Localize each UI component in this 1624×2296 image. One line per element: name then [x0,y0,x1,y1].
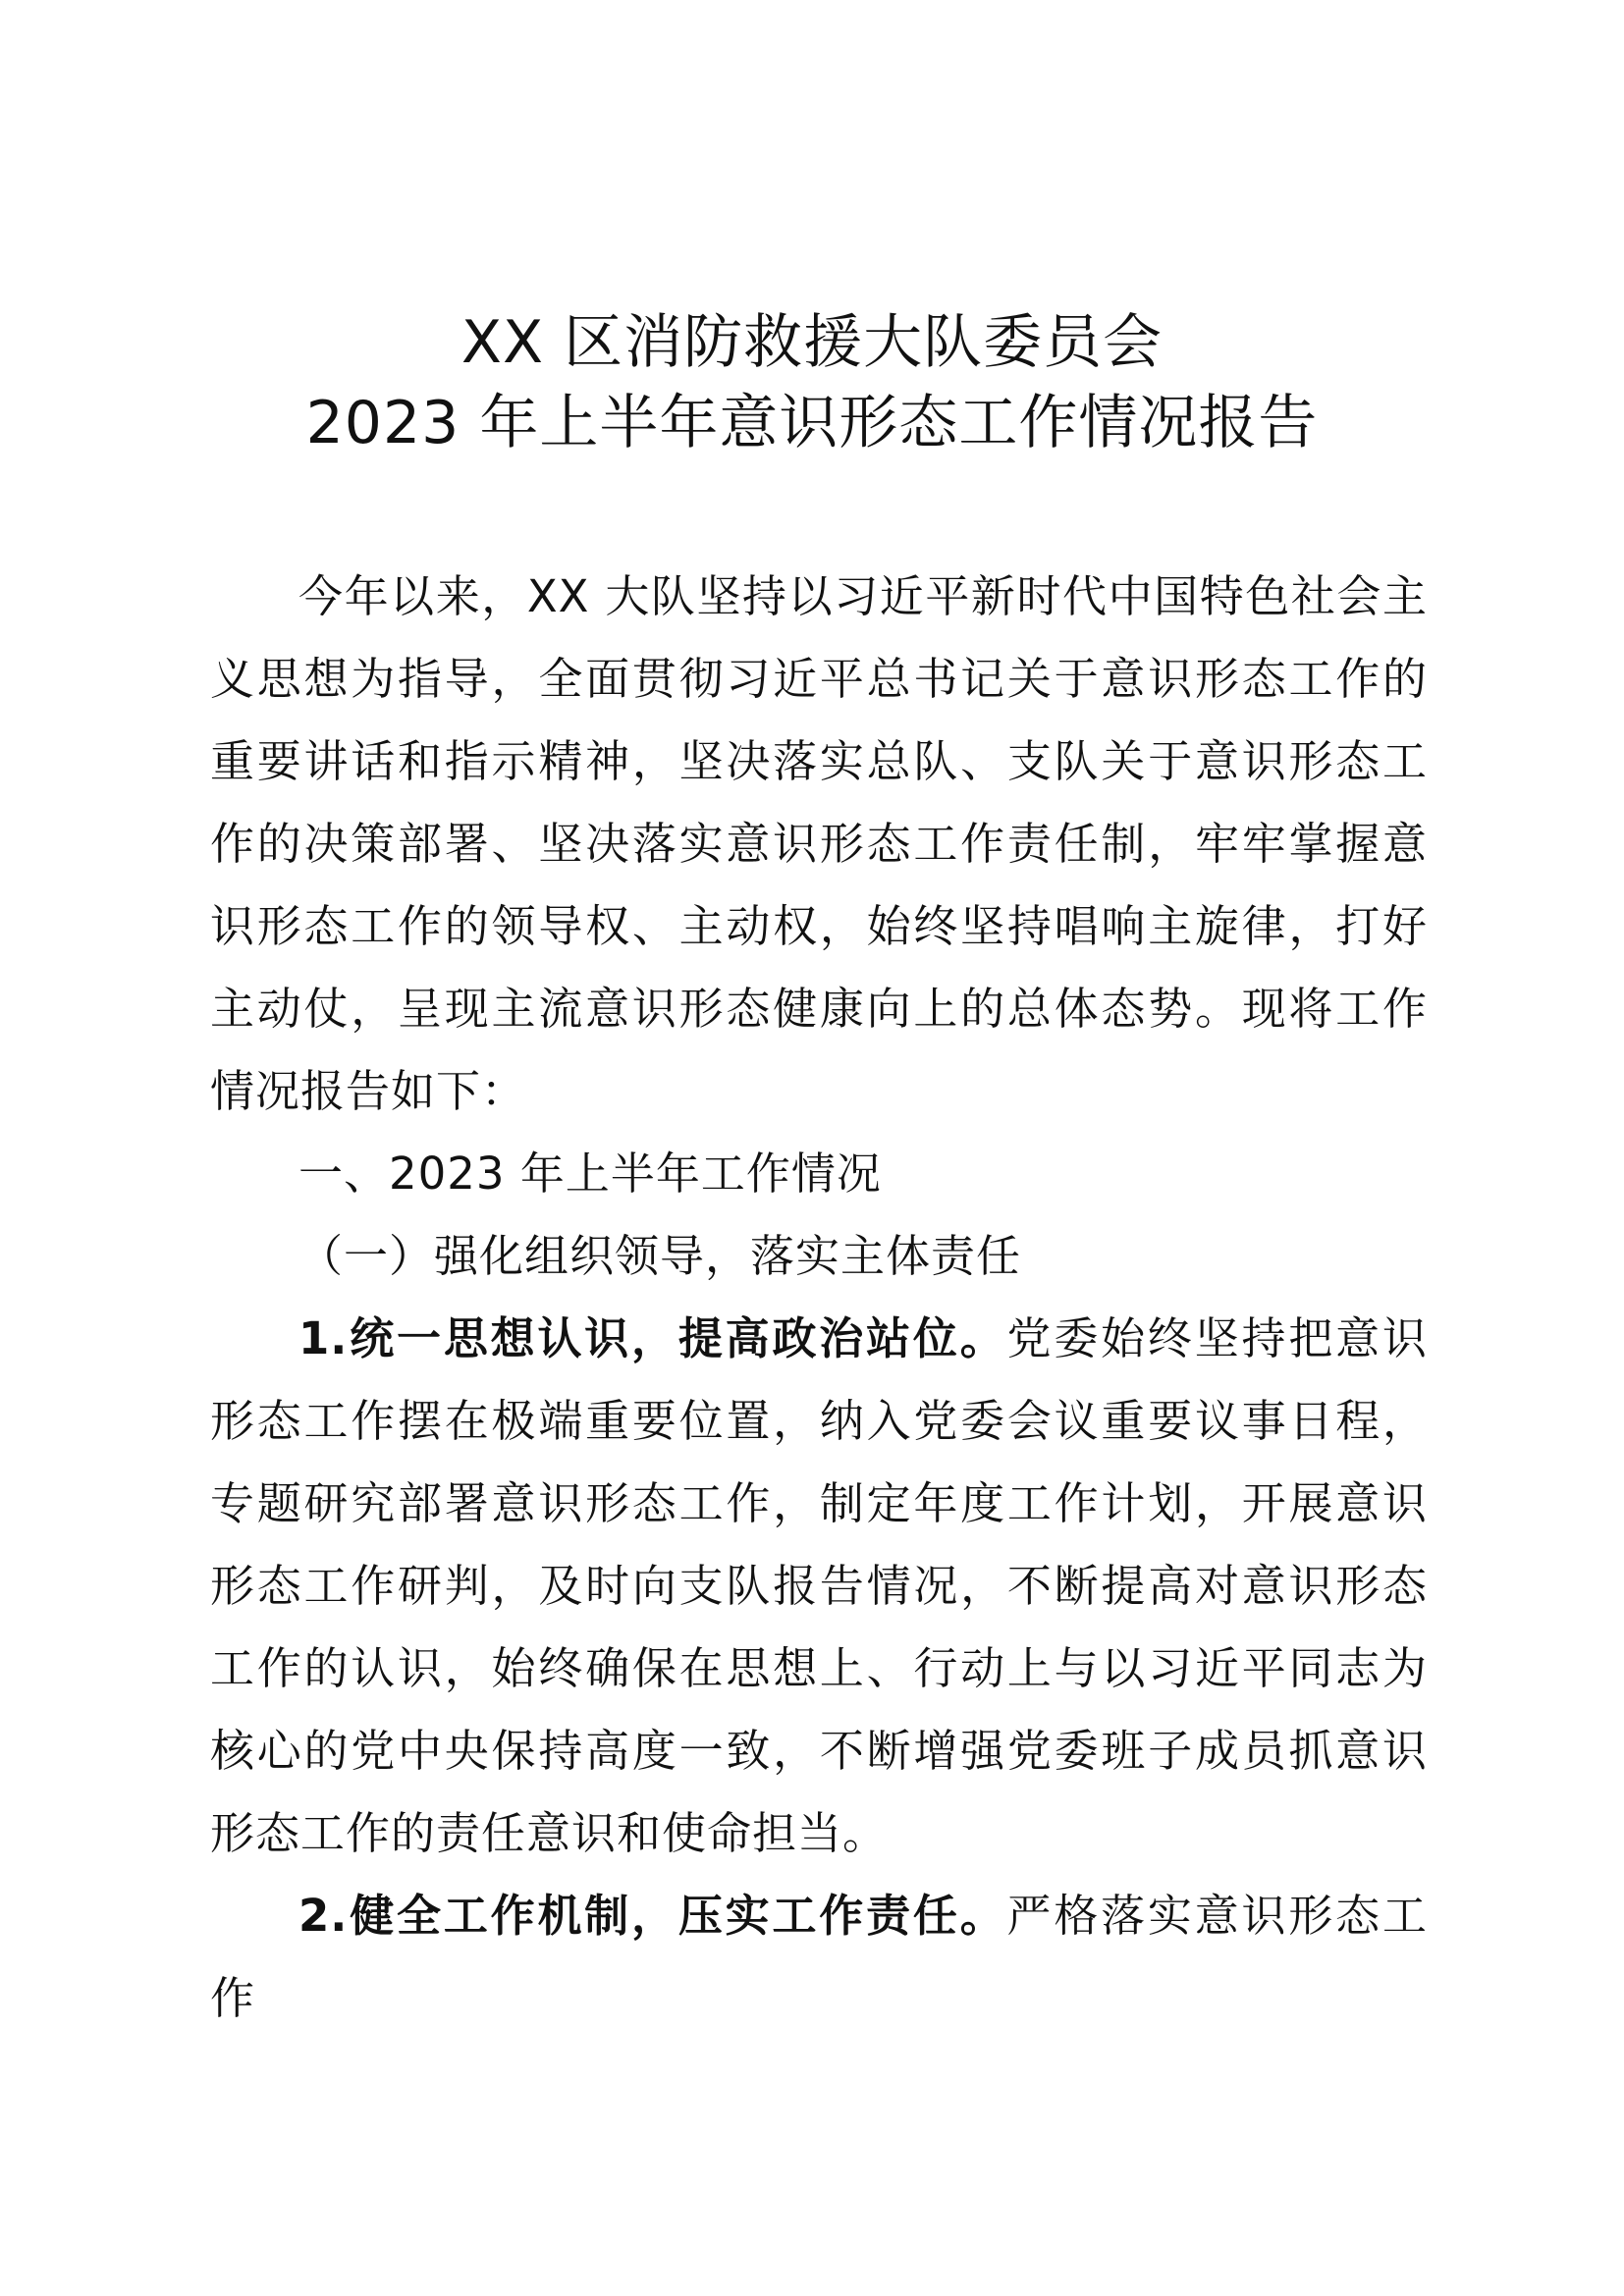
title-line-1: XX 区消防救援大队委员会 [460,308,1164,377]
item-1-paragraph [210,1298,1428,1875]
item-1-bold-lead: 1.统一思想认识，提高政治站位。 [298,1312,1007,1364]
section-1-heading: 一、2023 年上半年工作情况 [298,1148,882,1200]
title-block [0,302,1624,463]
item-2-bold-lead: 2.健全工作机制，压实工作责任。 [298,1890,1007,1942]
title-line-2: 2023 年上半年意识形态工作情况报告 [305,389,1319,457]
intro-paragraph: 今年以来，XX 大队坚持以习近平新时代中国特色社会主义思想为指导，全面贯彻习近平总书记关于意识形态工作的重要讲话和指示精神，坚决落实总队、支队关于意识形态工作的决策部署、坚决落实意识形态工作责任制，牢牢掌握意识形态工作的领导权、主动权，始终坚持唱响主旋律，打好主动仗，呈现主流意识形态健康向上的总体态势。现将工作情况报告如下： [210,570,1428,1117]
document-body [210,556,1428,2040]
item-1-text: 党委始终坚持把意识形态工作摆在极端重要位置，纳入党委会议重要议事日程，专题研究部署意识形态工作，制定年度工作计划，开展意识形态工作研判，及时向支队报告情况，不断提高对意识形态工作的认识，始终确保在思想上、行动上与以习近平同志为核心的党中央保持高度一致，不断增强党委班子成员抓意识形态工作的责任意识和使命担当。 [210,1312,1428,1859]
subsection-1-heading: （一）强化组织领导，落实主体责任 [298,1230,1022,1282]
item-2-text: 严格落实意识形态工作 [210,1890,1428,2024]
item-2-paragraph [210,1875,1428,2040]
